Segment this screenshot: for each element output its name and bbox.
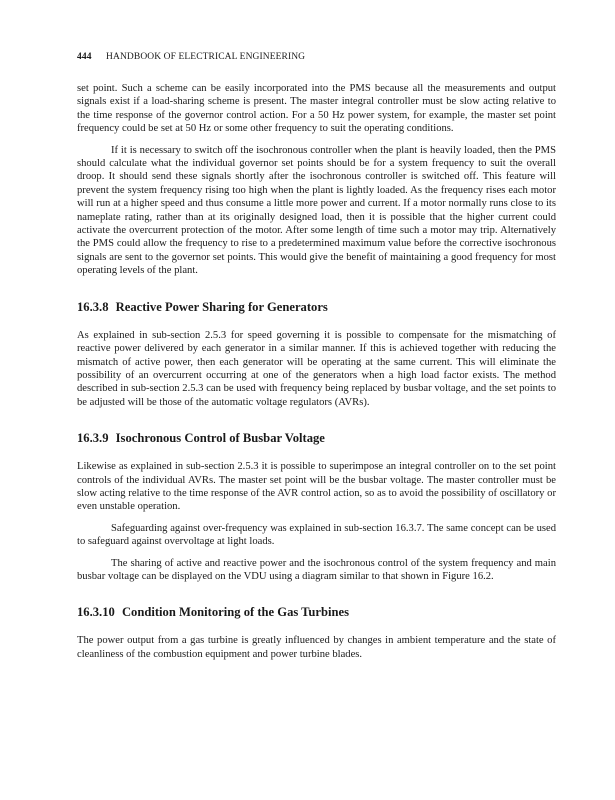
section-number: 16.3.9 (77, 431, 109, 446)
section-heading-16-3-9 (77, 431, 556, 446)
section-number: 16.3.10 (77, 605, 115, 620)
paragraph: The power output from a gas turbine is greatly influenced by changes in ambient temperature and the state of cleanliness of the combustion equipment and power turbine blades. (77, 635, 556, 660)
body-text (77, 82, 556, 661)
page-number: 444 (77, 52, 92, 62)
paragraph: Likewise as explained in sub-section 2.5.3 it is possible to superimpose an integral controller on to the set point controls of the individual AVRs. The master set point will be the busbar voltage. The master controller must be slow acting relative to the time response of the AVR control action, so as to avoid the possibility of oscillatory or even unstable operation. (77, 461, 556, 513)
paragraph: The sharing of active and reactive power and the isochronous control of the system frequency and main busbar voltage can be displayed on the VDU using a diagram similar to that shown in Figure 16.2. (77, 557, 556, 582)
section-heading-16-3-8 (77, 300, 556, 315)
paragraph: set point. Such a scheme can be easily incorporated into the PMS because all the measurements and output signals exist if a load-sharing scheme is present. The master integral controller must be slow acting relative to the time response of the governor control action. For a 50 Hz power system, for example, the master set point frequency could be set at 50 Hz or some other frequency to suit the operating conditions. (77, 83, 556, 135)
paragraph: If it is necessary to switch off the isochronous controller when the plant is heavily loaded, then the PMS should calculate what the individual governor set points should be for a system frequency to suit the overall droop. It should send these signals shortly after the isochronous controller is switched off. This feature will prevent the system frequency rising too high when the plant is lightly loaded. As the frequency rises each motor will run at a higher speed and thus consume a little more power and current. If a motor normally runs close to its nameplate rating, rather than at its originally designed load, then it is possible that the higher current could activate the overcurrent protection of the motor. After some length of time such a motor may trip. Alternatively the PMS could allow the frequency to rise to a predetermined maximum value before the corrective isochronous signals are sent to the governor set points. This would give the benefit of maintaining a good frequency for most operating levels of the plant. (77, 144, 556, 277)
paragraph: As explained in sub-section 2.5.3 for speed governing it is possible to compensate for the mismatching of reactive power delivered by each generator in a similar manner. If this is achieved together with reducing the mismatch of active power, then each generator will be operating at the same current. This will eliminate the possibility of an overcurrent occurring at one of the generators when a high load factor exists. The method described in sub-section 2.5.3 can be used with frequency being replaced by busbar voltage, and the set points to be adjusted will be those of the automatic voltage regulators (AVRs). (77, 329, 556, 408)
paragraph: Safeguarding against over-frequency was explained in sub-section 16.3.7. The same concept can be used to safeguard against overvoltage at light loads. (77, 522, 556, 548)
section-heading-16-3-10 (77, 605, 556, 620)
section-title: Isochronous Control of Busbar Voltage (115, 431, 325, 446)
running-header (77, 52, 305, 62)
running-title: HANDBOOK OF ELECTRICAL ENGINEERING (106, 52, 306, 62)
section-number: 16.3.8 (77, 299, 109, 314)
section-title: Condition Monitoring of the Gas Turbines (121, 605, 350, 620)
section-title: Reactive Power Sharing for Generators (115, 299, 328, 314)
